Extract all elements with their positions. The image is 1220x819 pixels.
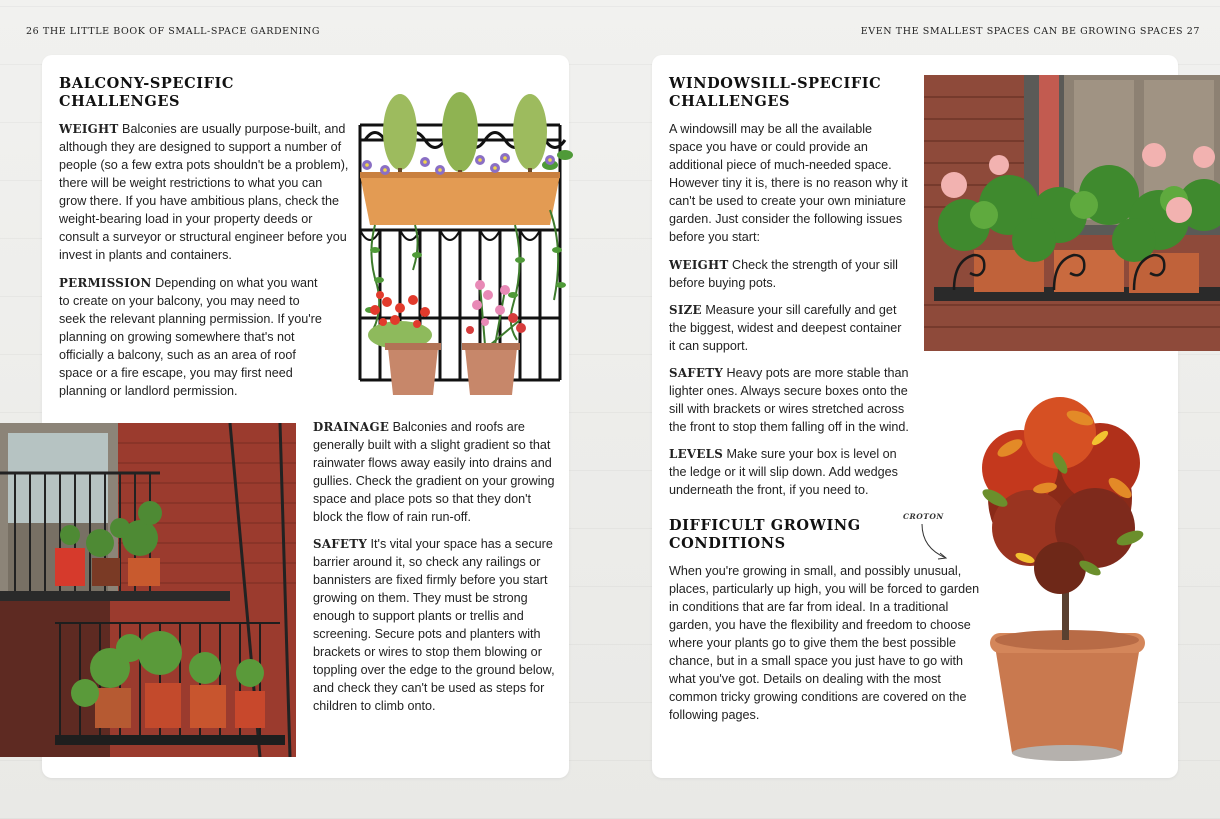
windowsill-intro: A windowsill may be all the available space you have or could provide an additional piece of much-needed space. However tiny it is, there is no reason why it can't be used to create your own miniature garden. Just consider the following issues before you start: bbox=[669, 122, 908, 244]
sill-size-paragraph bbox=[669, 301, 909, 355]
balcony-heading-line1: BALCONY-SPECIFIC bbox=[59, 75, 235, 92]
drainage-paragraph bbox=[313, 418, 555, 526]
permission-text: Depending on what you want to create on your balcony, you may need to seek the relevant planning permission. If you're planning on growing somewhere that's not officially a balcony, such as an area of roof space or a fire escape, you may first need planning or landlord permission. bbox=[59, 276, 322, 398]
sill-levels-paragraph bbox=[669, 445, 909, 499]
conditions-heading-line2: CONDITIONS bbox=[669, 535, 786, 552]
windowsill-heading bbox=[669, 75, 881, 111]
drainage-label: DRAINAGE bbox=[313, 420, 390, 434]
sill-safety-paragraph bbox=[669, 364, 924, 436]
sill-levels-text: Make sure your box is level on the ledge or it will slip down. Add wedges underneath the front, if you need to. bbox=[669, 447, 898, 497]
weight-paragraph bbox=[59, 120, 351, 264]
sill-weight-paragraph bbox=[669, 256, 909, 292]
windowsill-photo bbox=[924, 75, 1220, 351]
running-head-left: 26 THE LITTLE BOOK OF SMALL-SPACE GARDENING bbox=[26, 26, 321, 37]
drainage-text: Balconies and roofs are generally built with a slight gradient so that rainwater flows away easily into drains and gullies. Check the gradient on your growing space and place pots so that they don't block the flow of rain run-off. bbox=[313, 420, 555, 524]
conditions-heading bbox=[669, 517, 861, 553]
windowsill-heading-line1: WINDOWSILL-SPECIFIC bbox=[669, 75, 882, 92]
conditions-heading-line1: DIFFICULT GROWING bbox=[669, 517, 861, 534]
weight-label: WEIGHT bbox=[59, 122, 119, 136]
balcony-railing-illustration bbox=[355, 90, 575, 400]
weight-text: Balconies are usually purpose-built, and although they are designed to support a number of people (so a few extra pots shouldn't be a problem), there will be weight restrictions to what you can grow there. If you have ambitious plans, check the weight-bearing load in your property deeds or consult a surveyor or structural engineer before you invest in plants and containers. bbox=[59, 122, 349, 262]
safety-text: It's vital your space has a secure barrier around it, so check any railings or bannisters are fixed firmly before you start growing on them. They must be strong enough to support plants or trellis and screening. Secure pots and planters with brackets or wires to stop them blowing or toppling over the edge to the ground below, and check they can't be used as steps for children to climb onto. bbox=[313, 537, 555, 713]
windowsill-heading-line2: CHALLENGES bbox=[669, 93, 791, 110]
fire-escape-photo bbox=[0, 423, 296, 757]
croton-plant-photo bbox=[950, 378, 1172, 770]
permission-label: PERMISSION bbox=[59, 276, 152, 290]
conditions-paragraph: When you're growing in small, and possibly unusual, places, particularly up high, you will be forced to garden in conditions that are far from ideal. In a traditional garden, you have the flexibility and freedom to choose where your plants go to give them the best possible chance, but in a small space you just have to go with what you've got. Details on dealing with the most common tricky growing conditions are covered on the following pages. bbox=[669, 564, 980, 722]
balcony-heading-line2: CHALLENGES bbox=[59, 93, 181, 110]
permission-paragraph bbox=[59, 274, 325, 400]
sill-levels-label: LEVELS bbox=[669, 447, 724, 461]
balcony-heading bbox=[59, 75, 234, 111]
sill-safety-label: SAFETY bbox=[669, 366, 724, 380]
safety-label: SAFETY bbox=[313, 537, 368, 551]
sill-size-text: Measure your sill carefully and get the biggest, widest and deepest container it can support. bbox=[669, 303, 902, 353]
croton-arrow-icon bbox=[918, 522, 950, 562]
croton-label: CROTON bbox=[903, 512, 944, 521]
safety-paragraph bbox=[313, 535, 555, 715]
sill-size-label: SIZE bbox=[669, 303, 702, 317]
sill-weight-label: WEIGHT bbox=[669, 258, 729, 272]
running-head-right: EVEN THE SMALLEST SPACES CAN BE GROWING SPACES 27 bbox=[860, 26, 1200, 37]
sill-weight-text: Check the strength of your sill before buying pots. bbox=[669, 258, 898, 290]
sill-safety-text: Heavy pots are more stable than lighter ones. Always secure boxes onto the sill with brackets or wires stretched across the front to stop them falling off in the wind. bbox=[669, 366, 909, 434]
